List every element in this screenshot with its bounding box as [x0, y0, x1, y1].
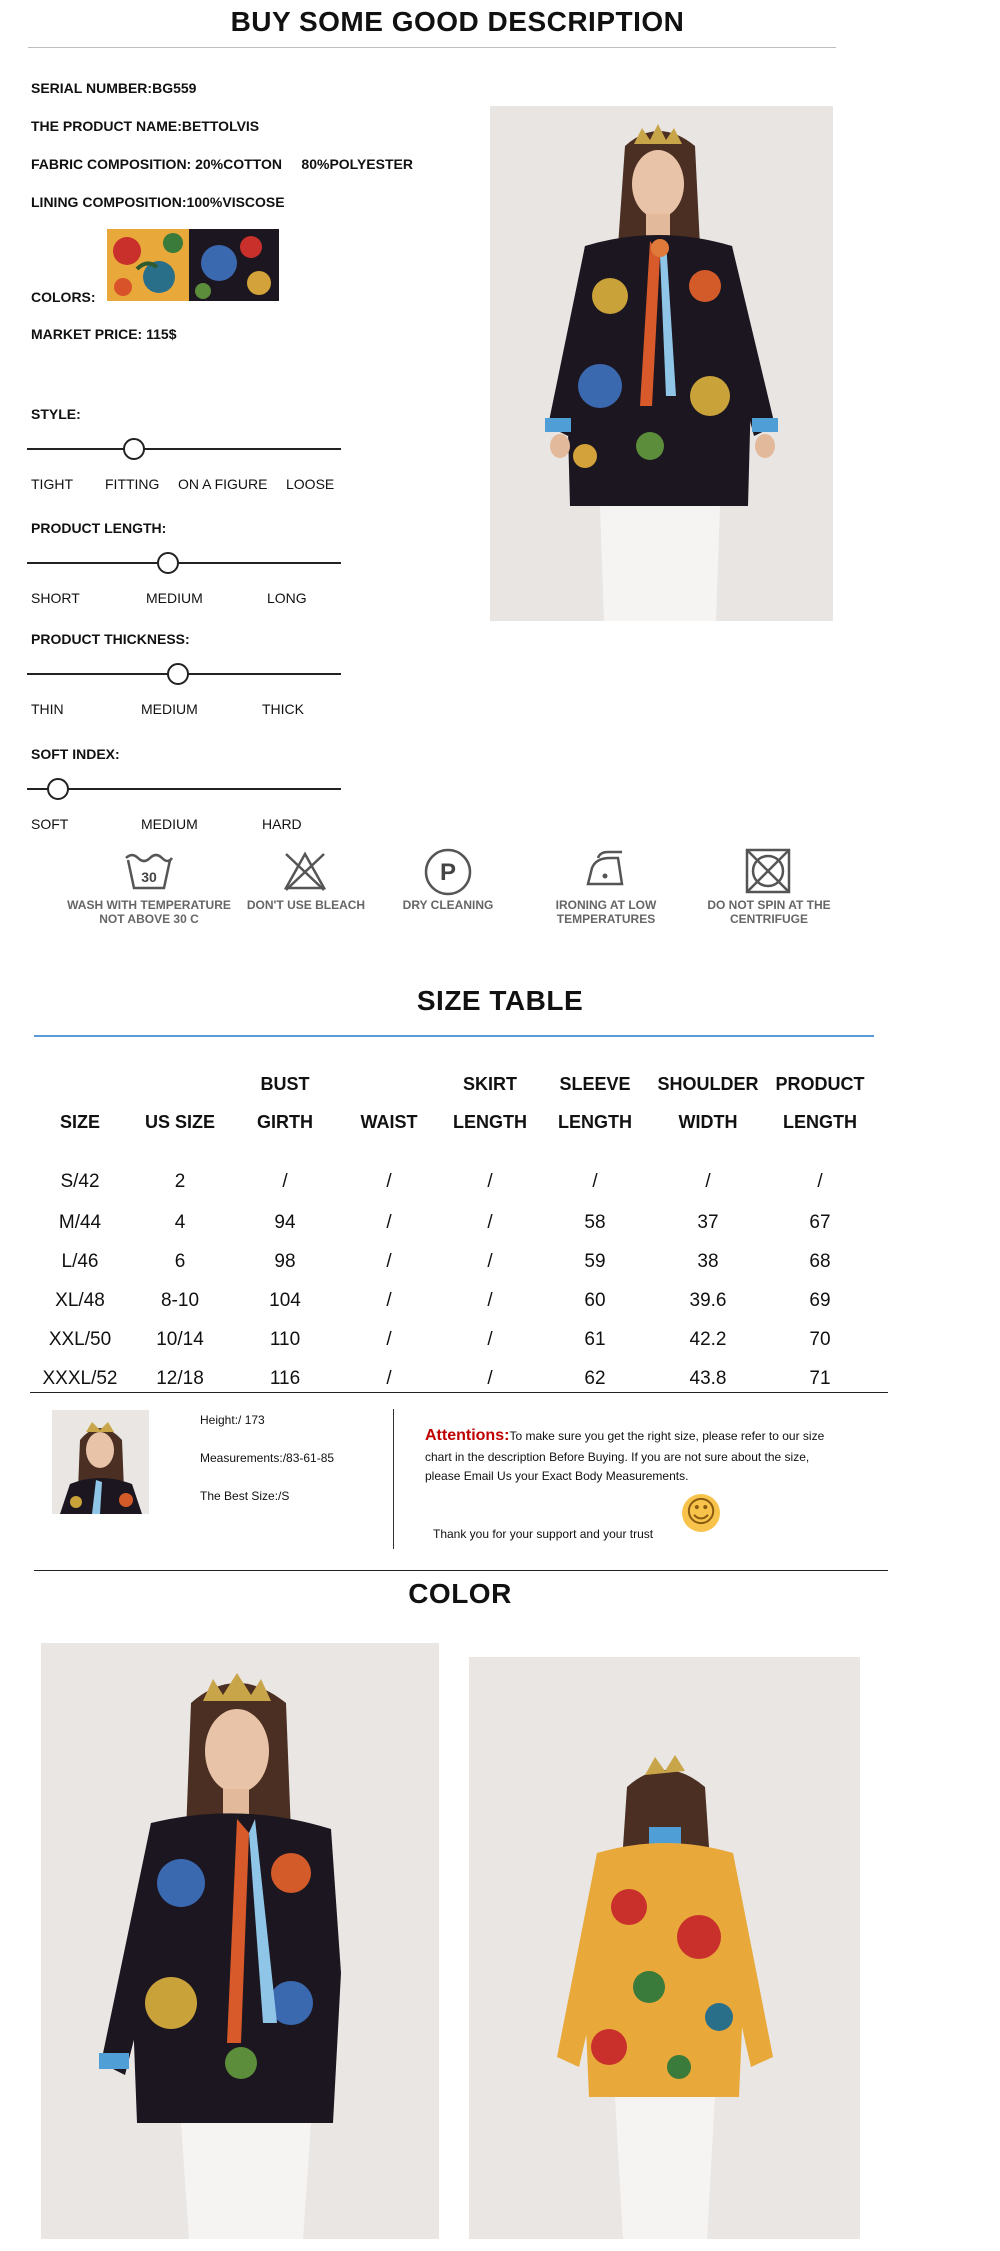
- floral-pattern-icon: [189, 229, 279, 301]
- table-cell: XXXL/52: [42, 1368, 118, 1389]
- size-table-rule: [34, 1035, 874, 1037]
- table-cell: 59: [584, 1251, 606, 1272]
- product-name: THE PRODUCT NAME:BETTOLVIS: [31, 118, 260, 134]
- table-cell: 70: [809, 1329, 831, 1350]
- table-cell: 42.2: [689, 1329, 727, 1350]
- attention-text-3: please Email Us your Exact Body Measurements.: [425, 1469, 689, 1483]
- page-title: BUY SOME GOOD DESCRIPTION: [230, 6, 685, 37]
- slider-option: TIGHT: [31, 476, 73, 492]
- slider-track[interactable]: [27, 562, 341, 564]
- color-photo-yellow[interactable]: [469, 1657, 860, 2239]
- table-cell: /: [386, 1212, 392, 1233]
- attention-block: [425, 1425, 875, 1484]
- care-label: IRONING AT LOW TEMPERATURES: [555, 898, 657, 926]
- model-black-shirt-illustration: [490, 106, 833, 621]
- table-cell: 8-10: [160, 1290, 200, 1311]
- color-swatch-black[interactable]: [189, 229, 279, 301]
- floral-pattern-icon: [107, 229, 189, 301]
- colors-label: COLORS:: [31, 289, 96, 305]
- wash-temp-label: 30: [141, 869, 157, 885]
- title-divider: [28, 47, 836, 48]
- table-header-top: SHOULDER: [657, 1074, 759, 1094]
- info-divider: [393, 1409, 394, 1549]
- table-cell: 68: [809, 1251, 831, 1272]
- table-cell: /: [487, 1251, 493, 1272]
- table-cell: 10/14: [156, 1329, 204, 1350]
- slider-knob[interactable]: [167, 663, 189, 685]
- care-label: WASH WITH TEMPERATURE NOT ABOVE 30 C: [67, 898, 231, 926]
- color-section-title: COLOR: [408, 1578, 512, 1609]
- thanks-text: Thank you for your support and your trust: [433, 1527, 654, 1541]
- table-cell: /: [592, 1171, 598, 1192]
- model-best-size: The Best Size:/S: [200, 1489, 290, 1503]
- table-cell: 104: [269, 1290, 301, 1311]
- table-cell: 43.8: [689, 1368, 727, 1389]
- no-tumble-icon: [744, 847, 792, 900]
- slider-option: HARD: [262, 816, 302, 832]
- slider-option: SHORT: [31, 590, 80, 606]
- slider-option: MEDIUM: [141, 816, 198, 832]
- table-cell: 110: [269, 1329, 301, 1350]
- care-label: DO NOT SPIN AT THE CENTRIFUGE: [707, 898, 831, 926]
- dry-clean-letter: P: [439, 859, 457, 886]
- table-cell: /: [386, 1368, 392, 1389]
- table-cell: 39.6: [689, 1290, 727, 1311]
- table-header: WIDTH: [678, 1112, 738, 1132]
- table-cell: 58: [584, 1212, 606, 1233]
- table-cell: 67: [809, 1212, 831, 1233]
- slider-option: THIN: [31, 701, 64, 717]
- slider-knob[interactable]: [157, 552, 179, 574]
- no-bleach-icon: [282, 850, 328, 897]
- table-header: WAIST: [360, 1112, 418, 1132]
- table-cell: 38: [697, 1251, 719, 1272]
- slider-option: ON A FIGURE: [178, 476, 268, 492]
- table-cell: /: [487, 1171, 493, 1192]
- slider-label: STYLE:: [31, 406, 81, 422]
- slider-track[interactable]: [27, 448, 341, 450]
- table-cell: 94: [274, 1212, 296, 1233]
- table-header: SIZE: [59, 1112, 100, 1132]
- table-cell: 62: [584, 1368, 606, 1389]
- slider-option: LOOSE: [286, 476, 335, 492]
- slider-label: SOFT INDEX:: [31, 746, 120, 762]
- table-cell: /: [386, 1171, 392, 1192]
- slider-knob[interactable]: [47, 778, 69, 800]
- table-cell: 2: [174, 1171, 186, 1192]
- model-height: Height:/ 173: [200, 1413, 265, 1427]
- slider-label: PRODUCT LENGTH:: [31, 520, 167, 536]
- product-photo-main: [490, 106, 833, 621]
- lining-composition: LINING COMPOSITION:100%VISCOSE: [31, 194, 285, 210]
- table-header: LENGTH: [558, 1112, 632, 1132]
- table-cell: 4: [174, 1212, 186, 1233]
- color-photo-black[interactable]: [41, 1643, 439, 2239]
- iron-low-icon: [582, 850, 628, 895]
- table-cell: /: [386, 1290, 392, 1311]
- care-label: DRY CLEANING: [402, 898, 494, 912]
- table-cell: XL/48: [55, 1290, 105, 1311]
- model-thumbnail: [52, 1410, 149, 1514]
- attention-label: Attentions:: [425, 1427, 510, 1444]
- fabric-composition: FABRIC COMPOSITION: 20%COTTON 80%POLYESTER: [31, 156, 413, 172]
- table-cell: 61: [584, 1329, 606, 1350]
- table-cell: XXL/50: [48, 1329, 112, 1350]
- serial-number: SERIAL NUMBER:BG559: [31, 80, 197, 96]
- table-cell: 71: [809, 1368, 831, 1389]
- slider-label: PRODUCT THICKNESS:: [31, 631, 190, 647]
- table-cell: M/44: [58, 1212, 102, 1233]
- table-cell: 69: [809, 1290, 831, 1311]
- table-cell: L/46: [61, 1251, 99, 1272]
- table-cell: /: [487, 1290, 493, 1311]
- table-header: LENGTH: [783, 1112, 857, 1132]
- color-swatch-yellow[interactable]: [107, 229, 189, 301]
- table-header: GIRTH: [257, 1112, 313, 1132]
- table-cell: 98: [274, 1251, 296, 1272]
- table-cell: /: [705, 1171, 711, 1192]
- table-cell: /: [487, 1368, 493, 1389]
- market-price: MARKET PRICE: 115$: [31, 326, 177, 342]
- model-measurements: Measurements:/83-61-85: [200, 1451, 335, 1465]
- slider-option: MEDIUM: [146, 590, 203, 606]
- table-header: US SIZE: [144, 1112, 215, 1132]
- table-cell: 37: [697, 1212, 719, 1233]
- table-header-top: BUST: [260, 1074, 310, 1094]
- care-label: DON'T USE BLEACH: [246, 898, 366, 912]
- table-cell: /: [386, 1329, 392, 1350]
- slider-option: THICK: [262, 701, 304, 717]
- size-table-title: SIZE TABLE: [416, 985, 584, 1016]
- slider-option: SOFT: [31, 816, 69, 832]
- table-cell: /: [282, 1171, 288, 1192]
- wash-30-icon: [122, 850, 176, 897]
- slider-option: LONG: [267, 590, 307, 606]
- table-cell: 12/18: [156, 1368, 204, 1389]
- smile-emoji-icon: ☺: [682, 1494, 720, 1532]
- table-cell: /: [487, 1329, 493, 1350]
- table-header-top: SKIRT: [463, 1074, 517, 1094]
- table-cell: /: [386, 1251, 392, 1272]
- size-table-bottom-rule: [30, 1392, 888, 1393]
- slider-option: MEDIUM: [141, 701, 198, 717]
- attention-text-2: chart in the description Before Buying. If you are not sure about the size,: [425, 1450, 810, 1464]
- slider-option: FITTING: [105, 476, 160, 492]
- table-cell: 116: [269, 1368, 301, 1389]
- table-cell: 6: [174, 1251, 186, 1272]
- slider-track[interactable]: [27, 788, 341, 790]
- table-cell: /: [487, 1212, 493, 1233]
- table-cell: /: [817, 1171, 823, 1192]
- slider-knob[interactable]: [123, 438, 145, 460]
- attention-text-1: To make sure you get the right size, please refer to our size: [509, 1429, 825, 1443]
- dry-clean-icon: [423, 847, 473, 902]
- table-header-top: PRODUCT: [775, 1074, 865, 1094]
- table-cell: 60: [584, 1290, 606, 1311]
- table-header-top: SLEEVE: [559, 1074, 631, 1094]
- color-section-rule: [34, 1570, 888, 1571]
- table-header: LENGTH: [453, 1112, 527, 1132]
- table-cell: S/42: [60, 1171, 100, 1192]
